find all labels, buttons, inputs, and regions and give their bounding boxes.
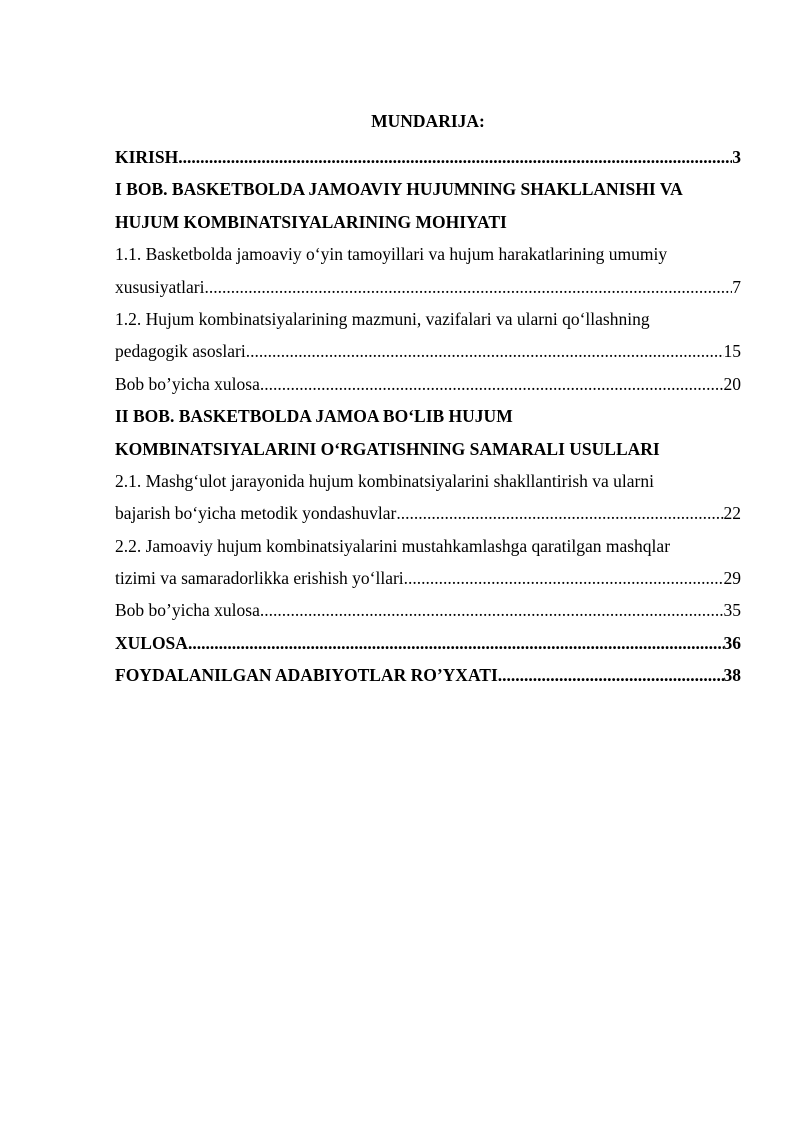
toc-page-number: 36 — [723, 632, 741, 653]
toc-title: MUNDARIJA: — [371, 111, 485, 131]
toc-section-2-1-line2[interactable] — [115, 497, 741, 529]
toc-entry-text: KIRISH — [115, 147, 179, 167]
toc-entry-text: Bob bo’yicha xulosa — [115, 373, 260, 394]
toc-section-2-1-line1[interactable]: 2.1. Mashg‘ulot jarayonida hujum kombinatsiyalarini shakllantirish va ularni — [115, 470, 654, 491]
toc-chapter1-line1[interactable]: I BOB. BASKETBOLDA JAMOAVIY HUJUMNING SHAKLLANISHI VA — [115, 179, 683, 200]
toc-page-number: 7 — [732, 276, 741, 297]
toc-entry-chapter2-summary[interactable] — [115, 594, 741, 626]
toc-chapter2-line2[interactable]: KOMBINATSIYALARINI O‘RGATISHNING SAMARALI USULLARI — [115, 438, 660, 459]
toc-entry-text: bajarish bo‘yicha metodik yondashuvlar — [115, 503, 397, 524]
toc-page-number: 3 — [732, 147, 741, 167]
toc-section-2-2-line2[interactable] — [115, 562, 741, 594]
toc-entry-xulosa[interactable] — [115, 627, 741, 659]
dot-leader — [260, 368, 724, 400]
toc-page-number: 22 — [723, 503, 741, 524]
toc-entry-text: XULOSA — [115, 632, 188, 653]
toc-page-number: 20 — [723, 373, 741, 394]
toc-chapter2-line1[interactable]: II BOB. BASKETBOLDA JAMOA BO‘LIB HUJUM — [115, 406, 513, 427]
dot-leader — [404, 562, 724, 594]
toc-entry-bibliography[interactable] — [115, 659, 741, 691]
dot-leader — [188, 627, 724, 659]
toc-entry-chapter1-summary[interactable] — [115, 368, 741, 400]
toc-entry-text: pedagogik asoslari — [115, 341, 246, 362]
dot-leader — [178, 141, 732, 173]
toc-entry-text: FOYDALANILGAN ADABIYOTLAR RO’YXATI — [115, 665, 498, 686]
toc-page-number: 38 — [723, 665, 741, 686]
toc-entry-kirish[interactable] — [115, 141, 741, 173]
toc-section-2-2-line1[interactable]: 2.2. Jamoaviy hujum kombinatsiyalarini mustahkamlashga qaratilgan mashqlar — [115, 535, 671, 556]
toc-section-1-2-line2[interactable] — [115, 335, 741, 367]
toc-section-1-1-line2[interactable] — [115, 271, 741, 303]
table-of-contents — [115, 141, 741, 692]
toc-page-number: 35 — [723, 600, 741, 621]
toc-chapter1-line2[interactable]: HUJUM KOMBINATSIYALARINING MOHIYATI — [115, 211, 507, 232]
dot-leader — [246, 335, 724, 367]
toc-page-number: 15 — [723, 341, 741, 362]
toc-entry-text: xususiyatlari — [115, 276, 205, 297]
toc-page-number: 29 — [723, 568, 741, 589]
toc-section-1-2-line1[interactable]: 1.2. Hujum kombinatsiyalarining mazmuni, vazifalari va ularni qo‘llashning — [115, 308, 650, 329]
dot-leader — [204, 271, 732, 303]
toc-entry-text: Bob bo’yicha xulosa — [115, 600, 260, 621]
dot-leader — [498, 659, 724, 691]
toc-section-1-1-line1[interactable]: 1.1. Basketbolda jamoaviy o‘yin tamoyillari va hujum harakatlarining umumiy — [115, 244, 668, 265]
toc-entry-text: tizimi va samaradorlikka erishish yo‘llari — [115, 568, 404, 589]
dot-leader — [260, 594, 724, 626]
dot-leader — [396, 497, 723, 529]
